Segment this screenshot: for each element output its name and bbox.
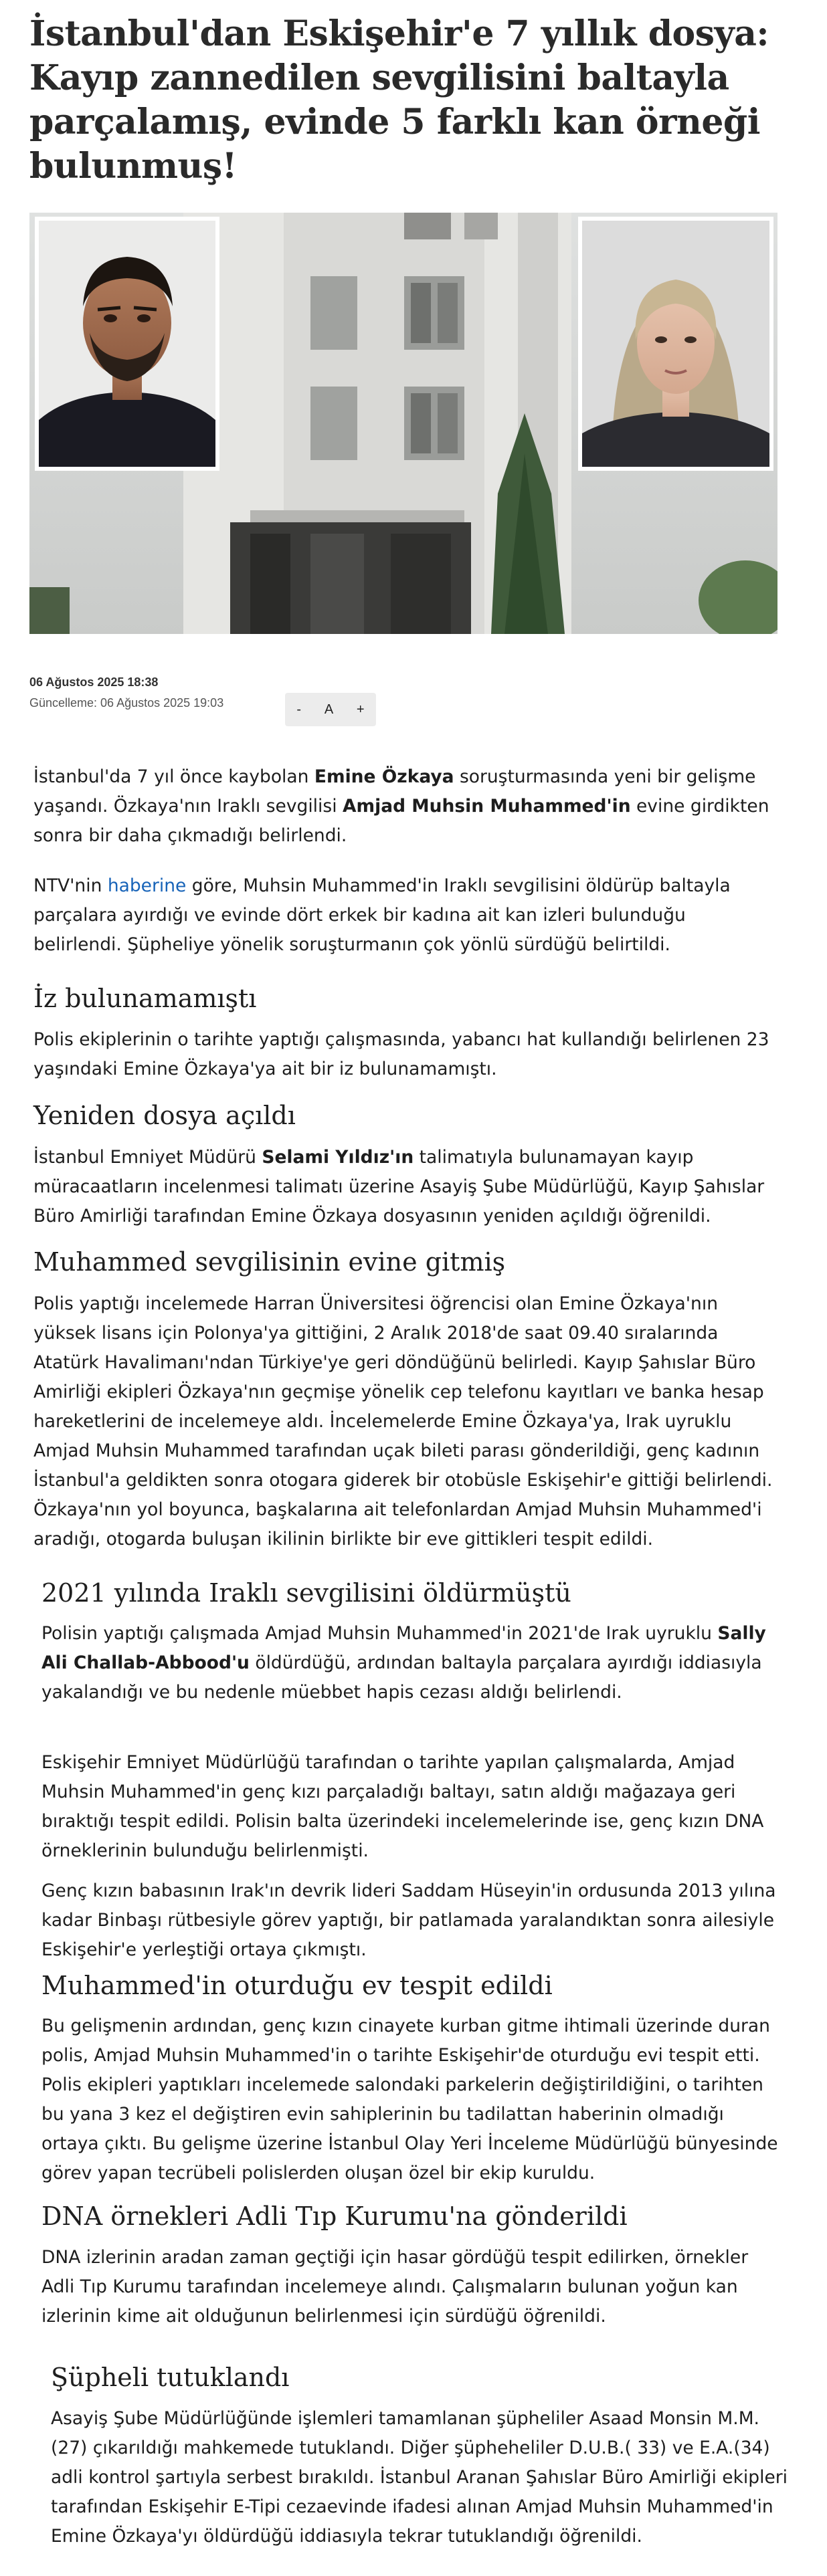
person-name: Amjad Muhsin Muhammed'in	[343, 796, 631, 817]
apartment-photo-composite	[29, 213, 777, 634]
paragraph-reopened: İstanbul Emniyet Müdürü Selami Yıldız'ın talimatıyla bulunamayan kayıp müracaatların incelenmesi talimatı üzerine Asayiş Şube Müdürlüğü, Kayıp Şahıslar Büro Amirliği tarafından Emine Özkaya dosyasının yeniden açıldığı öğrenildi.	[33, 1147, 765, 1226]
paragraph-house-found: Bu gelişmenin ardından, genç kızın cinayete kurban gitme ihtimali üzerinde duran polis, Amjad Muhsin Muhammed'in o tarihte Eskişehir'de oturduğu evi tespit etti. Polis ekipleri yaptıkları incelemede salondaki parkelerin değiştirildiğini, o tarihten bu yana 3 kez el değiştiren evin sahiplerinin bu tadilattan haberinin olmadığı ortaya çıktı. Bu gelişme üzerine İstanbul Olay Yeri İnceleme Müdürlüğü bünyesinde görev yapan tecrübeli polislerden oluşan özel bir ekip kuruldu.	[41, 2016, 778, 2183]
person-name: Sally Ali Challab-Abbood'u	[41, 1623, 766, 1673]
hero-image	[29, 213, 777, 634]
subheading-no-trace: İz bulunamamıştı	[33, 984, 257, 1013]
paragraph-investigation: Polis yaptığı incelemede Harran Üniversitesi öğrencisi olan Emine Özkaya'nın yüksek lisans için Polonya'ya gittiğini, 2 Aralık 2018'de saat 09.40 sıralarında Atatürk Havalimanı'ndan Türkiye'ye geri döndüğünü belirledi. Kayıp Şahıslar Büro Amirliği ekipleri Özkaya'nın geçmişe yönelik cep telefonu kayıtları ve banka hesap hareketlerini de incelemeye aldı. İncelemelerde Emine Özkaya'ya, Irak uyruklu Amjad Muhsin Muhammed tarafından uçak bileti parası gönderildiği, genç kadının İstanbul'a geldikten sonra otogara giderek bir otobüsle Eskişehir'e gittiği belirlendi. Özkaya'nın yol boyunca, başkalarına ait telefonlardan Amjad Muhsin Muhammed'i aradığı, otogarda buluşan ikilinin birlikte bir eve gittikleri tespit edildi.	[33, 1293, 773, 1549]
paragraph-axe: Eskişehir Emniyet Müdürlüğü tarafından o tarihte yapılan çalışmalarda, Amjad Muhsin Muhammed'in genç kızı parçaladığı baltayı, satın aldığı mağazaya geri bıraktığı tespit edildi. Polisin balta üzerindeki incelemelerinde ise, genç kızın DNA örneklerinin bulunduğu belirlenmişti.	[41, 1752, 764, 1861]
font-increase-button[interactable]: +	[356, 702, 365, 717]
publish-date: 06 Ağustos 2025 18:38	[29, 675, 159, 689]
font-decrease-button[interactable]: -	[296, 702, 302, 717]
article-meta	[29, 675, 498, 710]
font-normal-button[interactable]: A	[324, 702, 334, 717]
paragraph-arrested: Asayiş Şube Müdürlüğünde işlemleri tamamlanan şüpheliler Asaad Monsin M.M.(27) çıkarıldığı mahkemede tutuklandı. Diğer şüpheheliler D.U.B.( 33) ve E.A.(34) adli kontrol şartıyla serbest bırakıldı. İstanbul Aranan Şahıslar Büro Amirliği ekipleri tarafından Eskişehir E-Tipi cezaevinde ifadesi alınan Amjad Muhsin Muhammed'in Emine Özkaya'yı öldürdüğü iddiasıyla tekrar tutuklandığı öğrenildi.	[51, 2408, 788, 2547]
font-size-controls	[285, 693, 376, 726]
updated-date: Güncelleme: 06 Ağustos 2025 19:03	[29, 696, 224, 710]
article-headline: İstanbul'dan Eskişehir'e 7 yıllık dosya: Kayıp zannedilen sevgilisini baltayla parçalamış, evinde 5 farklı kan örneği bulunmuş!	[29, 13, 769, 187]
paragraph-dna: DNA izlerinin aradan zaman geçtiği için hasar gördüğü tespit edilirken, örnekler Adli Tıp Kurumu tarafından incelemeye alındı. Çalışmaların bulunan yoğun kan izlerinin kime ait olduğunun belirlenmesi için sürdüğü öğrenildi.	[41, 2247, 749, 2327]
subheading-house-found: Muhammed'in oturduğu ev tespit edildi	[41, 1971, 553, 2000]
subheading-went-home: Muhammed sevgilisinin evine gitmiş	[33, 1247, 506, 1277]
paragraph-source: NTV'nin haberine göre, Muhsin Muhammed'in Iraklı sevgilisini öldürüp baltayla parçalara ayırdığı ve evinde dört erkek bir kadına ait kan izleri bulunduğu belirlendi. Şüpheliye yönelik soruşturmanın çok yönlü sürdüğü belirtildi.	[33, 875, 731, 955]
source-link[interactable]: haberine	[107, 875, 187, 896]
subheading-2021: 2021 yılında Iraklı sevgilisini öldürmüştü	[41, 1578, 571, 1608]
subheading-reopened: Yeniden dosya açıldı	[33, 1101, 296, 1130]
paragraph-2021: Polisin yaptığı çalışmada Amjad Muhsin Muhammed'in 2021'de Irak uyruklu Sally Ali Challab-Abbood'u öldürdüğü, ardından baltayla parçalara ayırdığı iddiasıyla yakalandığı ve bu nedenle müebbet hapis cezası aldığı belirlendi.	[41, 1623, 766, 1703]
subheading-arrested: Şüpheli tutuklandı	[51, 2363, 290, 2392]
subheading-dna: DNA örnekleri Adli Tıp Kurumu'na gönderildi	[41, 2202, 628, 2231]
person-name: Selami Yıldız'ın	[262, 1147, 414, 1168]
paragraph-father: Genç kızın babasının Irak'ın devrik lideri Saddam Hüseyin'in ordusunda 2013 yılına kadar Binbaşı rütbesiyle görev yaptığı, bir patlamada yaralandıktan sonra ailesiyle Eskişehir'e yerleştiği ortaya çıkmıştı.	[41, 1881, 776, 1960]
person-name: Emine Özkaya	[314, 766, 454, 787]
paragraph-intro: İstanbul'da 7 yıl önce kaybolan Emine Özkaya soruşturmasında yeni bir gelişme yaşandı. Özkaya'nın Iraklı sevgilisi Amjad Muhsin Muhammed'in evine girdikten sonra bir daha çıkmadığı belirlendi.	[33, 766, 769, 846]
paragraph-no-trace: Polis ekiplerinin o tarihte yaptığı çalışmasında, yabancı hat kullandığı belirlenen 23 yaşındaki Emine Özkaya'ya ait bir iz bulunamamıştı.	[33, 1029, 769, 1079]
